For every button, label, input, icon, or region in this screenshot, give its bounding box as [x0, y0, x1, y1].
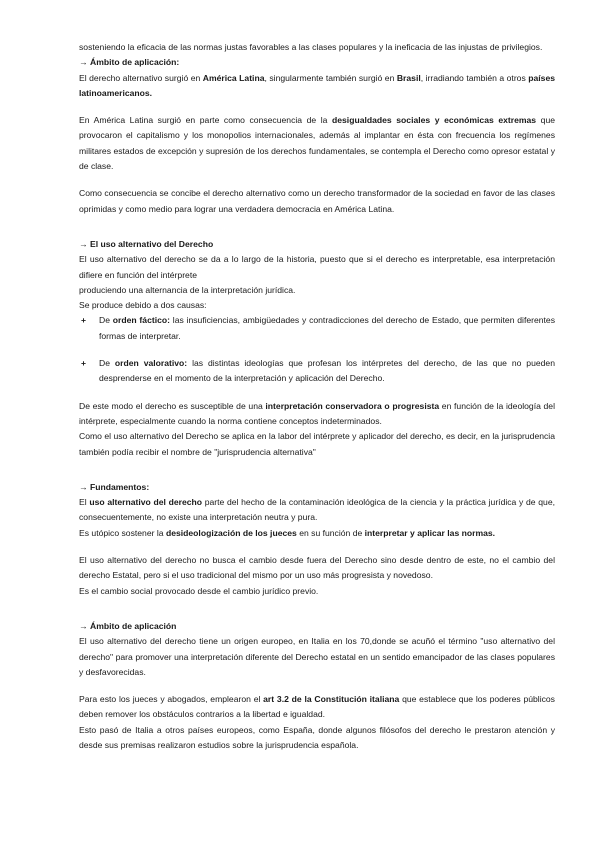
- paragraph: Se produce debido a dos causas:: [79, 300, 207, 311]
- bullet-mark: +: [81, 315, 87, 326]
- paragraph: El uso alternativo del derecho parte del hecho de la contaminación ideológica de la ciencia y la práctica jurídica y de que, consecuentemente, no existe una interpretación neutra y pura.: [79, 497, 555, 523]
- paragraph: En América Latina surgió en parte como consecuencia de la desigualdades sociales y económicas extremas que provocaron el capitalismo y los monopolios internacionales, además al implantar en ésta con frecuencia los regímenes militares estados de excepción y supresión de los derechos fundamentales, se contempla el Derecho como opresor estatal y de clase.: [79, 115, 555, 172]
- paragraph: De este modo el derecho es susceptible de una interpretación conservadora o progresista en función de la ideología del intérprete, especialmente cuando la norma contiene conceptos indeterminados.: [79, 400, 555, 426]
- paragraph: Esto pasó de Italia a otros países europeos, como España, donde algunos filósofos del derecho le prestaron atención y desde sus premisas realizaron estudios sobre la jurisprudencia española.: [79, 724, 555, 750]
- paragraph: El uso alternativo del derecho se da a lo largo de la historia, puesto que si el derecho es interpretable, esa interpretación difiere en función del intérprete: [79, 254, 555, 280]
- paragraph: Es utópico sostener la desideologización de los jueces en su función de interpretar y aplicar las normas.: [79, 527, 496, 538]
- list-item: + De orden valorativo: las distintas ideologías que profesan los intérpretes del derecho, de las que no pueden desprenderse en el momento de la interpretación y aplicación del Derecho.: [81, 358, 555, 384]
- paragraph: sosteniendo la eficacia de las normas justas favorables a las clases populares y la ineficacia de las injustas de privilegios.: [79, 42, 543, 52]
- paragraph: Como el uso alternativo del Derecho se aplica en la labor del intérprete y aplicador del derecho, es decir, en la jurisprudencia también podía recibir el nombre de "jurisprudencia alternativa": [79, 431, 555, 457]
- paragraph: Es el cambio social provocado desde el cambio jurídico previo.: [79, 585, 319, 596]
- paragraph: El uso alternativo del derecho tiene un origen europeo, en Italia en los 70,donde se acuñó el término "uso alternativo del derecho" para promover una interpretación diferente del Derecho estatal en un sentido emancipador de las clases populares y desfavorecidas.: [79, 636, 555, 677]
- list-item: + De orden fáctico: las insuficiencias, ambigüedades y contradicciones del derecho de Estado, que permiten diferentes formas de interpretar.: [81, 315, 556, 341]
- section-heading: → El uso alternativo del Derecho: [79, 238, 214, 249]
- section-heading: → Ámbito de aplicación: [79, 620, 177, 631]
- section-heading: → Fundamentos:: [79, 481, 150, 492]
- paragraph: Como consecuencia se concibe el derecho alternativo como un derecho transformador de la sociedad en favor de las clases oprimidas y como medio para lograr una verdadera democracia en América Latina.: [79, 188, 555, 214]
- paragraph: produciendo una alternancia de la interpretación jurídica.: [79, 284, 296, 295]
- bullet-mark: +: [81, 358, 87, 369]
- section-heading: → Ámbito de aplicación:: [79, 57, 180, 68]
- document-body: [79, 40, 555, 753]
- paragraph: El derecho alternativo surgió en América Latina, singularmente también surgió en Brasil, irradiando también a otros países latinoamericanos.: [79, 72, 556, 98]
- paragraph: Para esto los jueces y abogados, emplearon el art 3.2 de la Constitución italiana que establece que los poderes públicos deben remover los obstáculos contrarios a la libertad e igualdad.: [79, 694, 555, 720]
- paragraph: El uso alternativo del derecho no busca el cambio desde fuera del Derecho sino desde dentro de este, no el cambio del derecho Estatal, pero si el uso tradicional del mismo por un uso más progresista y novedoso.: [79, 555, 555, 581]
